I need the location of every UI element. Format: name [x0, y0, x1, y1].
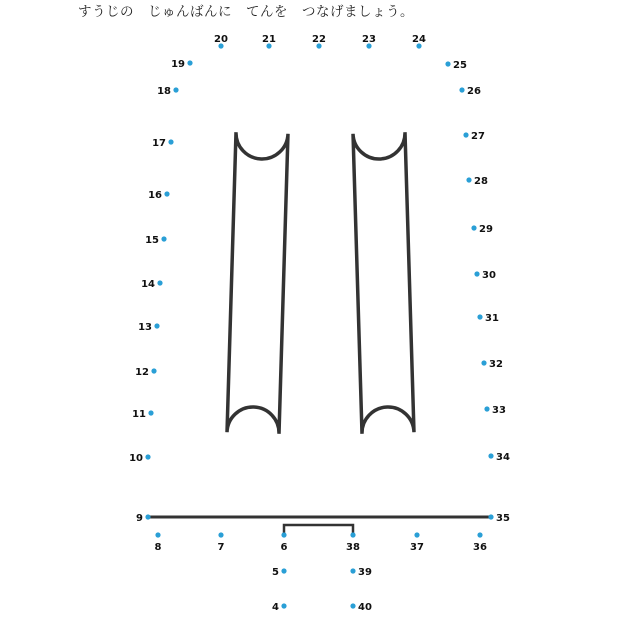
dot-number-10: 10	[129, 453, 143, 464]
dot-number-8: 8	[154, 542, 162, 553]
dot-number-39: 39	[358, 567, 372, 578]
dot-15[interactable]	[161, 236, 166, 241]
dot-number-34: 34	[496, 452, 510, 463]
dot-6[interactable]	[281, 532, 286, 537]
dot-number-38: 38	[346, 542, 360, 553]
dot-37[interactable]	[414, 532, 419, 537]
dot-25[interactable]	[445, 61, 450, 66]
dot-number-31: 31	[485, 313, 499, 324]
dot-27[interactable]	[463, 132, 468, 137]
dot-number-16: 16	[148, 190, 162, 201]
dot-36[interactable]	[477, 532, 482, 537]
dot-34[interactable]	[488, 453, 493, 458]
dot-19[interactable]	[187, 60, 192, 65]
left-capsule-outline	[227, 132, 288, 434]
dot-40[interactable]	[350, 603, 355, 608]
dot-number-21: 21	[262, 34, 276, 45]
dot-13[interactable]	[154, 323, 159, 328]
dot-number-28: 28	[474, 176, 488, 187]
dot-26[interactable]	[459, 87, 464, 92]
dot-number-7: 7	[217, 542, 225, 553]
dot-number-22: 22	[312, 34, 326, 45]
dot-31[interactable]	[477, 314, 482, 319]
dot-number-11: 11	[132, 409, 146, 420]
dot-14[interactable]	[157, 280, 162, 285]
dot-number-24: 24	[412, 34, 426, 45]
dot-number-40: 40	[358, 602, 372, 613]
dot-16[interactable]	[164, 191, 169, 196]
dot-number-6: 6	[280, 542, 288, 553]
dot-33[interactable]	[484, 406, 489, 411]
dot-38[interactable]	[350, 532, 355, 537]
dot-39[interactable]	[350, 568, 355, 573]
dot-number-30: 30	[482, 270, 496, 281]
bracket-line	[284, 525, 353, 535]
dot-number-4: 4	[272, 602, 279, 613]
dot-30[interactable]	[474, 271, 479, 276]
dot-5[interactable]	[281, 568, 286, 573]
dot-number-9: 9	[136, 513, 143, 524]
dot-number-23: 23	[362, 34, 376, 45]
dot-9[interactable]	[145, 514, 150, 519]
dot-number-25: 25	[453, 60, 467, 71]
dot-number-15: 15	[145, 235, 159, 246]
dot-number-17: 17	[152, 138, 166, 149]
dot-number-18: 18	[157, 86, 171, 97]
dot-number-29: 29	[479, 224, 493, 235]
dot-28[interactable]	[466, 177, 471, 182]
dot-17[interactable]	[168, 139, 173, 144]
instruction-text: すうじの じゅんばんに てんを つなげましょう。	[78, 4, 414, 20]
dot-number-14: 14	[141, 279, 155, 290]
dot-4[interactable]	[281, 603, 286, 608]
dot-7[interactable]	[218, 532, 223, 537]
dot-18[interactable]	[173, 87, 178, 92]
dot-number-26: 26	[467, 86, 481, 97]
dot-number-20: 20	[214, 34, 228, 45]
dot-number-35: 35	[496, 513, 510, 524]
dot-11[interactable]	[148, 410, 153, 415]
right-capsule-outline	[353, 132, 414, 434]
dot-12[interactable]	[151, 368, 156, 373]
dot-number-5: 5	[272, 567, 279, 578]
dot-number-12: 12	[135, 367, 149, 378]
dot-number-27: 27	[471, 131, 485, 142]
dot-number-13: 13	[138, 322, 152, 333]
dot-10[interactable]	[145, 454, 150, 459]
dot-8[interactable]	[155, 532, 160, 537]
dot-29[interactable]	[471, 225, 476, 230]
dot-number-33: 33	[492, 405, 506, 416]
dot-number-36: 36	[473, 542, 487, 553]
dot-number-19: 19	[171, 59, 185, 70]
dot-35[interactable]	[488, 514, 493, 519]
dot-32[interactable]	[481, 360, 486, 365]
dot-number-32: 32	[489, 359, 503, 370]
dot-number-37: 37	[410, 542, 424, 553]
